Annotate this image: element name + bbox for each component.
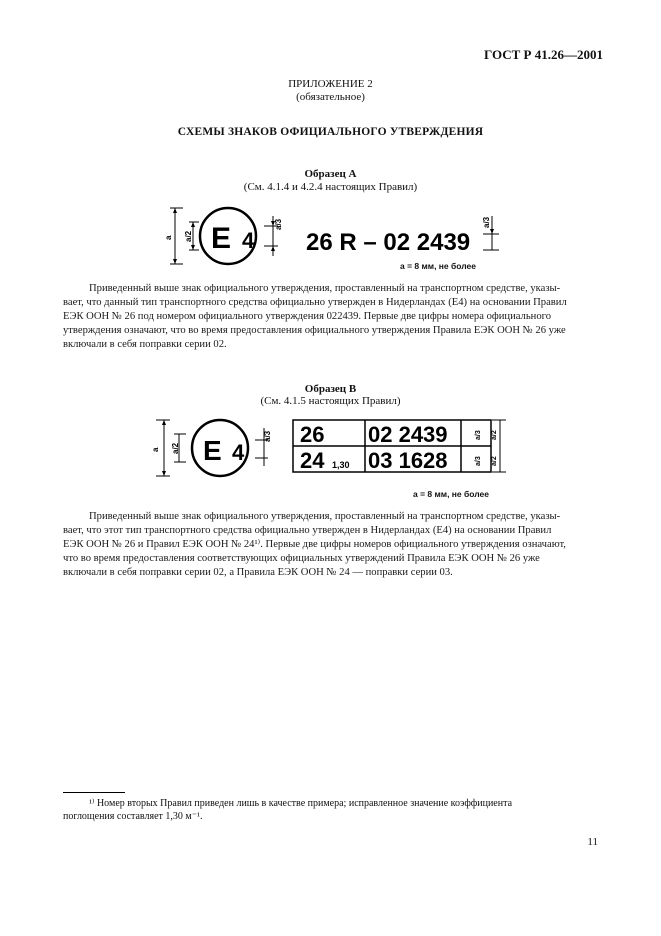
sample-a-size-note: a = 8 мм, не более xyxy=(400,261,476,271)
sample-b-row2-number: 03 1628 xyxy=(368,448,448,473)
appendix-title: ПРИЛОЖЕНИЕ 2 xyxy=(288,78,373,90)
sample-a-para-line: утверждения означают, что во время предоставления официального утверждения Правила ЕЭК ООН № 26 уже xyxy=(63,325,566,336)
sample-b-row1-number: 02 2439 xyxy=(368,422,448,447)
sample-b-dim-a2-right-1: a/2 xyxy=(491,430,498,440)
sample-b-approval-mark-diagram xyxy=(152,414,512,484)
sample-b-size-note: a = 8 мм, не более xyxy=(413,489,489,499)
section-title: СХЕМЫ ЗНАКОВ ОФИЦИАЛЬНОГО УТВЕРЖДЕНИЯ xyxy=(177,126,484,138)
footnote-line: ¹⁾ Номер вторых Правил приведен лишь в качестве примера; исправленное значение коэффициента xyxy=(89,798,513,809)
page-number: 11 xyxy=(587,836,598,848)
sample-a-reference: (См. 4.1.4 и 4.2.4 настоящих Правил) xyxy=(243,181,418,193)
sample-a-dim-a3-right: a/3 xyxy=(482,216,491,228)
sample-a-paragraph xyxy=(63,282,597,352)
sample-b-dim-a: a xyxy=(151,447,160,452)
sample-a-para-line: ЕЭК ООН № 26 под номером официального утверждения 022439. Первые две цифры номера официального xyxy=(63,311,551,322)
sample-a-para-line: вает, что данный тип транспортного средства официально утвержден в Нидерландах (Е4) на основании Правил xyxy=(63,297,567,308)
footnote-rule xyxy=(63,792,125,793)
sample-b-para-line: вает, что этот тип транспортного средства официально утвержден в Нидерландах (Е4) на основании Правил xyxy=(63,525,552,536)
sample-a-approval-number: 26 R – 02 2439 xyxy=(306,229,471,256)
sample-b-dim-a2-right-2: a/2 xyxy=(491,456,498,466)
sample-b-row2-dim-a3: a/3 xyxy=(475,456,482,466)
sample-a-para-line: включали в себя поправки серии 02. xyxy=(63,339,227,350)
sample-b-letter: E xyxy=(203,435,222,466)
sample-a-dim-a: a xyxy=(164,235,173,240)
sample-b-title: Образец В xyxy=(304,383,357,395)
sample-b-country: 4 xyxy=(232,440,245,465)
sample-b-row1-dim-a3: a/3 xyxy=(475,430,482,440)
sample-b-para-line: что во время предоставления соответствующих официальных утверждений Правила ЕЭК ООН № 26 уже xyxy=(63,553,540,564)
appendix-subtitle: (обязательное) xyxy=(296,91,365,103)
sample-b-paragraph xyxy=(63,510,597,580)
sample-a-dim-a2: a/2 xyxy=(184,230,193,242)
sample-b-para-line: ЕЭК ООН № 26 и Правил ЕЭК ООН № 24¹⁾. Первые две цифры номеров официального утверждения означают, xyxy=(63,539,566,550)
sample-b-row1-regulation: 26 xyxy=(300,422,325,447)
footnote-line: поглощения составляет 1,30 м⁻¹. xyxy=(63,811,203,822)
sample-a-dim-a3: a/3 xyxy=(274,218,283,230)
sample-b-reference: (См. 4.1.5 настоящих Правил) xyxy=(260,395,401,407)
sample-a-letter: E xyxy=(211,222,232,255)
sample-b-dim-a2: a/2 xyxy=(171,442,180,454)
sample-a-para-line: Приведенный выше знак официального утверждения, проставленный на транспортном средстве, указы- xyxy=(89,283,561,294)
sample-b-row2-regulation: 24 xyxy=(300,448,325,473)
sample-a-title: Образец А xyxy=(304,168,357,180)
sample-b-para-line: включали в себя поправки серии 02, а Правила ЕЭК ООН № 24 — поправки серии 03. xyxy=(63,567,453,578)
sample-b-para-line: Приведенный выше знак официального утверждения, проставленный на транспортном средстве, указы- xyxy=(89,511,561,522)
sample-b-dim-a3: a/3 xyxy=(263,430,272,442)
document-standard-code: ГОСТ Р 41.26—2001 xyxy=(484,47,603,62)
sample-b-row2-coefficient: 1,30 xyxy=(332,460,350,470)
sample-a-country: 4 xyxy=(242,228,255,253)
footnote xyxy=(63,797,597,823)
